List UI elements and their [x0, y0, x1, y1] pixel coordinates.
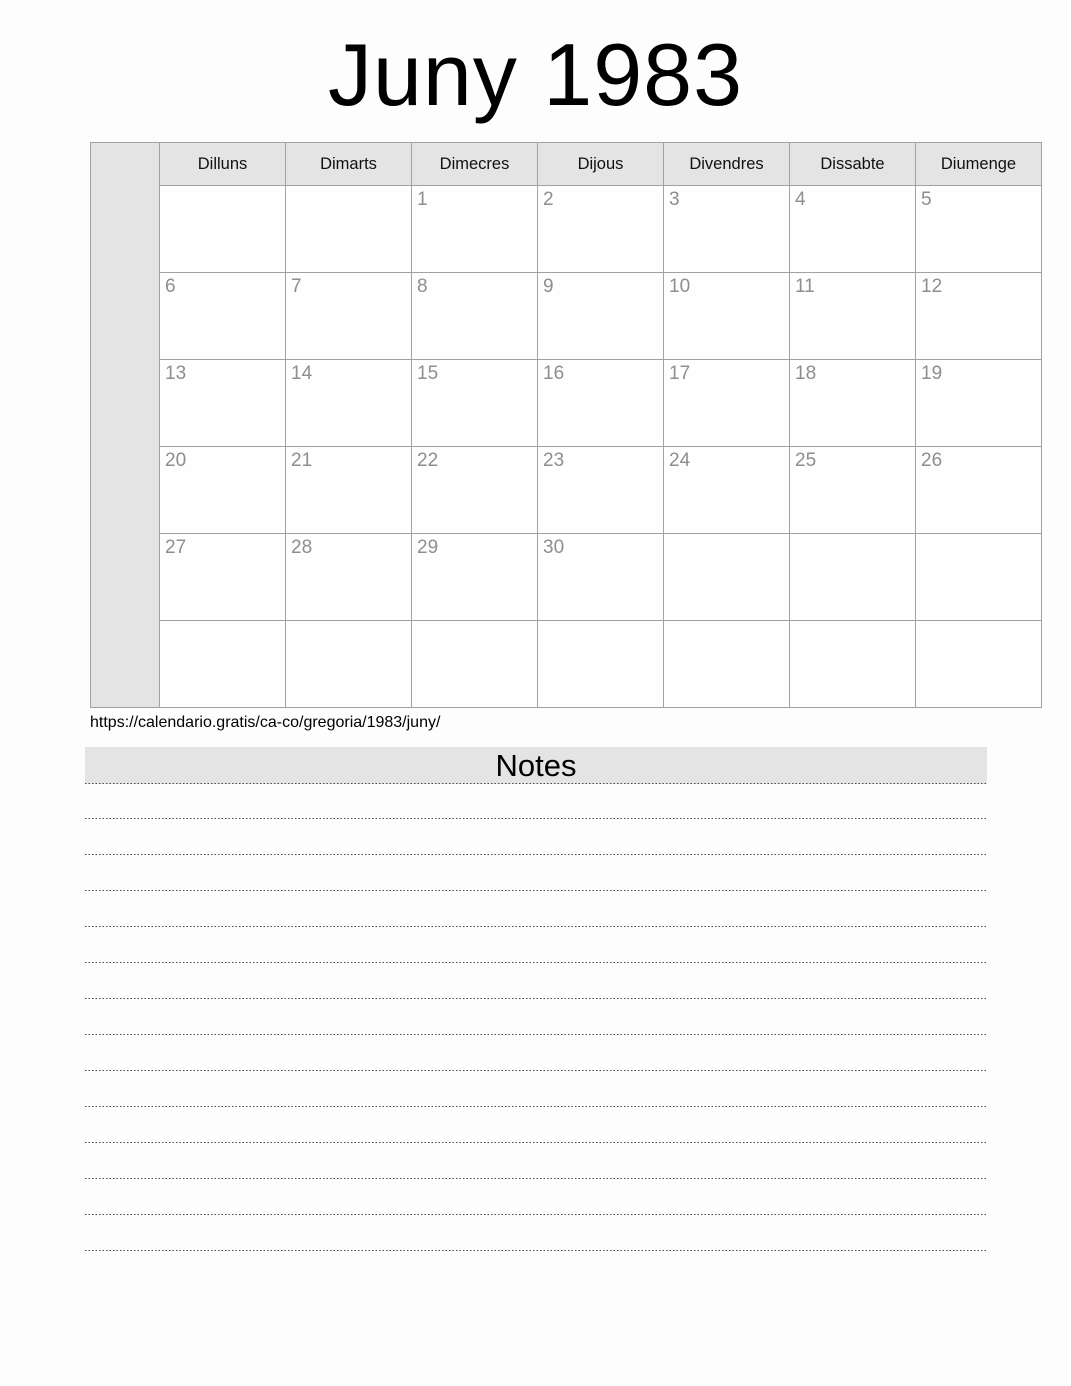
note-line — [85, 1035, 987, 1071]
note-line — [85, 1071, 987, 1107]
calendar-rows — [91, 143, 1042, 708]
day-cell: 7 — [286, 273, 412, 360]
day-cell: 21 — [286, 447, 412, 534]
day-cell: 4 — [790, 186, 916, 273]
day-cell — [160, 186, 286, 273]
day-cell: 26 — [916, 447, 1042, 534]
weekday-header: Dilluns — [160, 143, 286, 186]
weekday-header: Dimarts — [286, 143, 412, 186]
day-cell: 13 — [160, 360, 286, 447]
day-cell: 10 — [664, 273, 790, 360]
note-line — [85, 1143, 987, 1179]
day-cell: 25 — [790, 447, 916, 534]
note-line — [85, 927, 987, 963]
day-cell: 27 — [160, 534, 286, 621]
day-cell — [664, 621, 790, 708]
notes-lines — [85, 784, 987, 1251]
day-cell: 6 — [160, 273, 286, 360]
day-cell: 20 — [160, 447, 286, 534]
day-cell: 17 — [664, 360, 790, 447]
weekday-header: Dissabte — [790, 143, 916, 186]
week-row — [91, 186, 1042, 273]
day-cell — [538, 621, 664, 708]
weekday-header-row — [91, 143, 1042, 186]
note-line — [85, 999, 987, 1035]
day-cell: 29 — [412, 534, 538, 621]
day-cell — [916, 621, 1042, 708]
day-cell: 30 — [538, 534, 664, 621]
weekday-header: Divendres — [664, 143, 790, 186]
day-cell: 14 — [286, 360, 412, 447]
note-line — [85, 855, 987, 891]
weekday-header: Dimecres — [412, 143, 538, 186]
note-line — [85, 1215, 987, 1251]
day-cell: 8 — [412, 273, 538, 360]
day-cell: 9 — [538, 273, 664, 360]
day-cell — [286, 186, 412, 273]
day-cell: 22 — [412, 447, 538, 534]
day-cell: 16 — [538, 360, 664, 447]
day-cell: 11 — [790, 273, 916, 360]
day-cell — [664, 534, 790, 621]
note-line — [85, 891, 987, 927]
week-row — [91, 621, 1042, 708]
note-line — [85, 1107, 987, 1143]
day-cell — [916, 534, 1042, 621]
day-cell: 19 — [916, 360, 1042, 447]
day-cell: 24 — [664, 447, 790, 534]
day-cell — [790, 534, 916, 621]
note-line — [85, 963, 987, 999]
calendar-table — [90, 142, 1042, 708]
page-title: Juny 1983 — [327, 25, 744, 124]
weekday-header: Dijous — [538, 143, 664, 186]
day-cell — [790, 621, 916, 708]
week-row — [91, 534, 1042, 621]
note-line — [85, 1179, 987, 1215]
notes-header — [85, 747, 987, 784]
day-cell: 5 — [916, 186, 1042, 273]
note-line — [85, 784, 987, 819]
day-cell: 15 — [412, 360, 538, 447]
week-row — [91, 360, 1042, 447]
day-cell — [412, 621, 538, 708]
week-row — [91, 273, 1042, 360]
note-line — [85, 819, 987, 855]
day-cell: 1 — [412, 186, 538, 273]
week-row — [91, 447, 1042, 534]
day-cell: 18 — [790, 360, 916, 447]
day-cell: 28 — [286, 534, 412, 621]
day-cell: 2 — [538, 186, 664, 273]
day-cell — [160, 621, 286, 708]
day-cell: 12 — [916, 273, 1042, 360]
source-url: https://calendario.gratis/ca-co/gregoria/1983/juny/ — [90, 714, 441, 732]
day-cell — [286, 621, 412, 708]
notes-title: Notes — [495, 748, 577, 784]
day-cell: 23 — [538, 447, 664, 534]
week-gutter-column — [91, 143, 160, 708]
day-cell: 3 — [664, 186, 790, 273]
weekday-header: Diumenge — [916, 143, 1042, 186]
notes-section — [85, 747, 987, 1251]
